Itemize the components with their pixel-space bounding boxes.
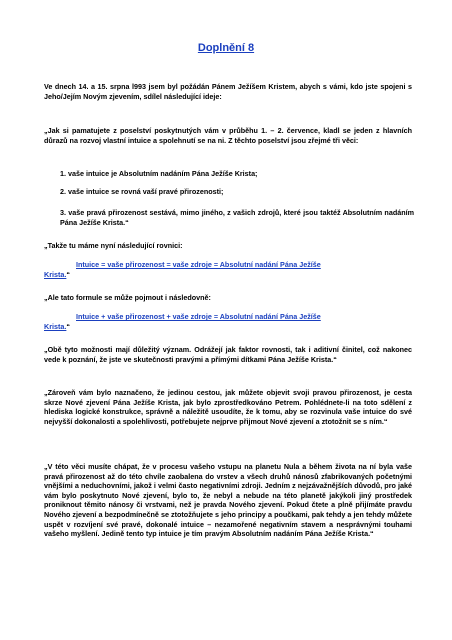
intro-paragraph: Ve dnech 14. a 15. srpna l993 jsem byl požádán Pánem Ježíšem Kristem, abych s vámi, kdo jste spojeni s Jeho/Jejím Novým zjevením, sdílel následující ideje: (44, 82, 412, 101)
paragraph-2: „Takže tu máme nyní následující rovnici: (44, 241, 183, 250)
page-title: Doplnění 8 (197, 42, 255, 54)
paragraph-1: „Jak si pamatujete z poselství poskytnutých vám v průběhu 1. – 2. července, kladl se jeden z hlavních důrazů na rozvoj vlastní intuice a spolehnutí se na ni. Z těchto poselství jsou zřejmé tři věci: (44, 126, 412, 145)
list-item-2: 2. vaše intuice se rovná vaší pravé přirozenosti; (60, 187, 224, 196)
list-item-3: 3. vaše pravá přirozenost sestává, mimo jiného, z vašich zdrojů, které jsou taktéž Absolutním nadáním Pána Ježíše Krista.“ (60, 208, 414, 227)
formula-2-line-1: Intuice + vaše přirozenost + vaše zdroje = Absolutní nadání Pána Ježíše (76, 312, 321, 321)
list-item-1: 1. vaše intuice je Absolutním nadáním Pána Ježíše Krista; (60, 169, 258, 178)
formula-1-line-2: Krista. (44, 269, 67, 279)
formula-2 (44, 312, 412, 331)
formula-1-end: “ (66, 269, 70, 279)
formula-1 (44, 260, 412, 279)
paragraph-4: „Obě tyto možnosti mají důležitý význam. Odrážejí jak faktor rovnosti, tak i aditivní činitel, což nakonec vede k poznání, že jste ve skutečnosti pravými a přímými dítkami Pána Ježíše Krista.“ (44, 345, 412, 364)
paragraph-5: „Zároveň vám bylo naznačeno, že jedinou cestou, jak můžete objevit svoji pravou přirozenost, je cesta skrze Nové zjevení Pána Ježíše Krista, jak bylo zprostředkováno Petrem. Pohlédnete-li na toto sdělení z hlediska logické konstrukce, správně a náležitě usoudíte, že k tomu, aby se rozvinula vaše intuice do své nejvyšší dokonalosti a spolehlivosti, potřebujete nejprve přijmout Nové zjevení a ztotožnit se s ním.“ (44, 388, 412, 426)
paragraph-3: „Ale tato formule se může pojmout i následovně: (44, 293, 211, 302)
formula-2-line-2: Krista. (44, 321, 67, 331)
formula-2-end: “ (66, 321, 70, 331)
paragraph-6: „V této věci musíte chápat, že v procesu vašeho vstupu na planetu Nula a během života na ní byla vaše pravá přirozenost až do této chvíle zaobalena do vrstev a všech druhů nánosů zfabrikovaných početnými vnějšími a neduchovními, jakož i velmi často negativními zdroji. Jedním z nejzávažnějších důvodů, pro jaké vám bylo poskytnuto Nové zjevení, bylo to, že nebyl a nebude na této planetě jakýkoli jiný prostředek proniknout těmito nánosy či vrstvami, než je pravda Nového zjevení. Pokud čtete a plně přijímáte pravdu Nového zjevení a bezpodmínečně se ztotožňujete s jeho principy a poučkami, pak tehdy a jen tehdy můžete uspět v rozvíjení své pravé, dokonalé intuice – nezamořené negativním stavem a nesprávnými touhami vašeho myšlení. Jedině tento typ intuice je tím pravým Absolutním nadáním Pána Ježíše Krista.“ (44, 462, 412, 539)
formula-1-line-1: Intuice = vaše přirozenost = vaše zdroje = Absolutní nadání Pána Ježíše (76, 260, 321, 269)
